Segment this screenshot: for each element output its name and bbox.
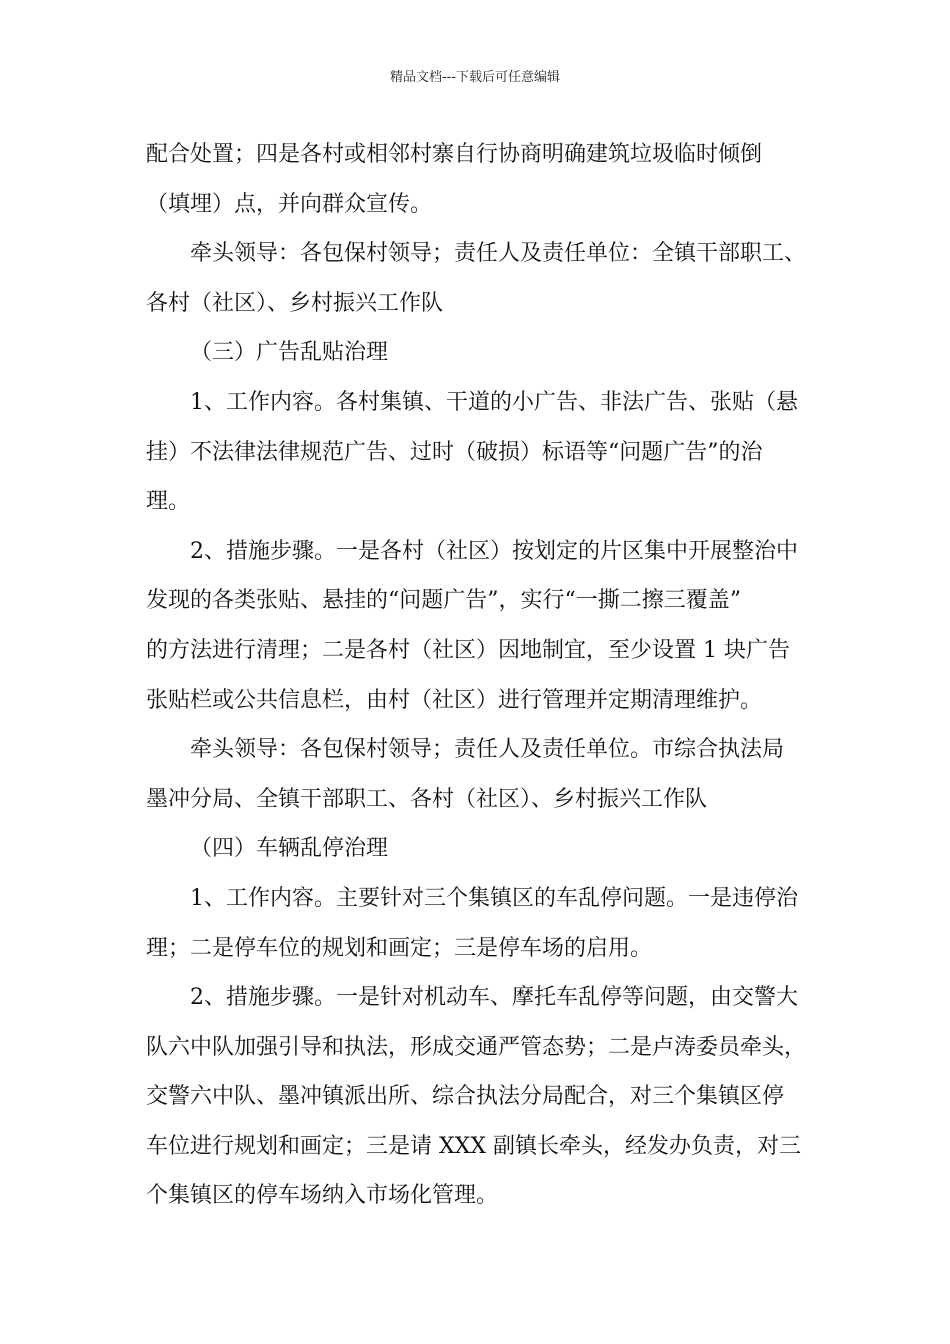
text-line: 队六中队加强引导和执法，形成交通严管态势；二是卢涛委员牵头， bbox=[146, 1034, 807, 1060]
text-line: 张贴栏或公共信息栏，由村（社区）进行管理并定期清理维护。 bbox=[146, 687, 763, 713]
text-line: 1、工作内容。各村集镇、干道的小广告、非法广告、张贴（悬 bbox=[190, 389, 798, 415]
text-line: 1、工作内容。主要针对三个集镇区的车乱停问题。一是违停治 bbox=[190, 885, 798, 911]
text-line: 墨冲分局、全镇干部职工、各村（社区）、乡村振兴工作队 bbox=[146, 786, 708, 812]
page-header: 精品文档---下载后可任意编辑 bbox=[389, 70, 561, 85]
text-line: （三）广告乱贴治理 bbox=[190, 340, 389, 366]
text-line: 交警六中队、墨冲镇派出所、综合执法分局配合，对三个集镇区停 bbox=[146, 1084, 785, 1110]
text-line: 配合处置；四是各村或相邻村寨自行协商明确建筑垃圾临时倾倒 bbox=[146, 142, 763, 167]
text-line: 理。 bbox=[146, 489, 191, 515]
text-line: 发现的各类张贴、悬挂的“问题广告”，实行“一撕二擦三覆盖” bbox=[146, 588, 741, 614]
text-line: 个集镇区的停车场纳入市场化管理。 bbox=[146, 1183, 499, 1209]
text-line: （填埋）点，并向群众宣传。 bbox=[146, 191, 433, 217]
text-line: 2、措施步骤。一是各村（社区）按划定的片区集中开展整治中 bbox=[190, 538, 798, 564]
text-line: 的方法进行清理；二是各村（社区）因地制宜，至少设置 1 块广告 bbox=[146, 637, 790, 663]
text-line: 各村（社区）、乡村振兴工作队 bbox=[146, 290, 444, 316]
text-line: 挂）不法律法律规范广告、过时（破损）标语等“问题广告”的治 bbox=[146, 439, 763, 465]
text-line: 理；二是停车位的规划和画定；三是停车场的启用。 bbox=[146, 935, 653, 961]
text-line: 2、措施步骤。一是针对机动车、摩托车乱停等问题，由交警大 bbox=[190, 985, 798, 1011]
text-line: （四）车辆乱停治理 bbox=[190, 836, 389, 862]
text-line: 车位进行规划和画定；三是请 XXX 副镇长牵头，经发办负责，对三 bbox=[146, 1133, 801, 1159]
text-line: 牵头领导：各包保村领导；责任人及责任单位：全镇干部职工、 bbox=[190, 241, 807, 267]
document-body bbox=[146, 130, 818, 1221]
text-line: 牵头领导：各包保村领导；责任人及责任单位。市综合执法局 bbox=[190, 737, 785, 763]
